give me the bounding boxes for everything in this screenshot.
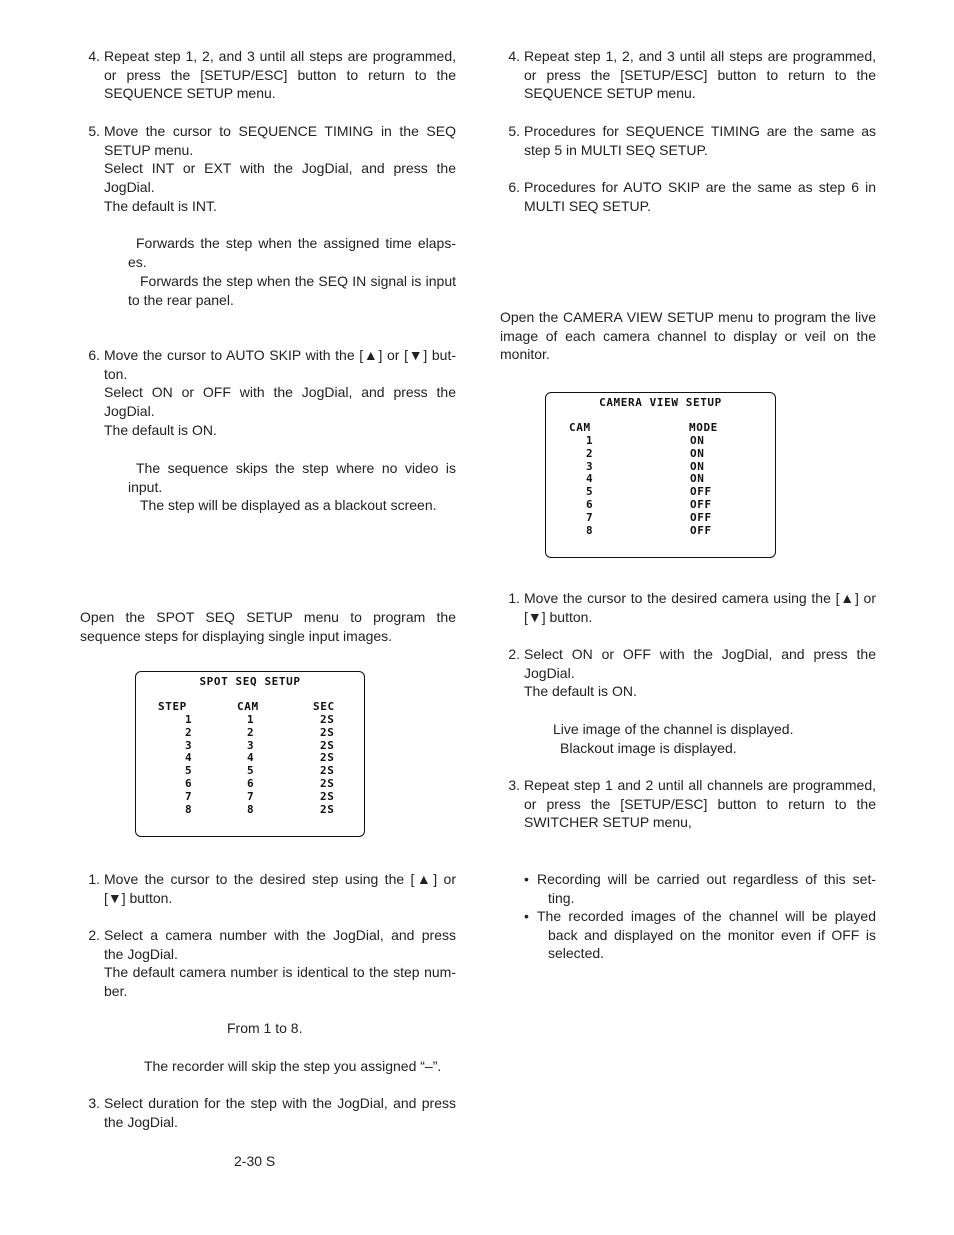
camera-cell[interactable]: 1 [247,713,255,726]
column-header-step: STEP [158,700,187,713]
duration-cell[interactable]: 2S [320,789,335,803]
step-text-line: Repeat step 1 and 2 until all channels are programmed, [524,777,876,793]
description-line: input. [128,478,163,495]
mode-cell[interactable]: OFF [690,523,712,537]
description-line: es. [128,253,147,270]
camera-view-intro [500,308,876,364]
step-text-line: JogDial. [104,403,155,420]
camera-number-cell: 1 [586,434,594,447]
mode-cell[interactable]: ON [690,459,705,473]
step-cell[interactable]: 7 [185,789,193,803]
step-number: 1. [508,590,520,606]
step-number: 5. [88,123,100,139]
camera-dash-note: The recorder will skip the step you assigned “–”. [144,1058,442,1074]
intro-line: sequence steps for displaying single input images. [80,627,393,644]
step-number: 4. [508,48,520,64]
skip-off-description [128,496,456,515]
step-text-line: [▼] button. [524,608,593,625]
step-cell[interactable]: 5 [185,764,193,778]
step-text-line: MULTI SEQ SETUP. [524,197,652,214]
step-number: 6. [88,347,100,363]
step-cell[interactable]: 4 [185,751,193,765]
bullet-icon: • [524,908,529,924]
step-text-line: step 5 in MULTI SEQ SETUP. [524,141,708,158]
timing-ext-description [128,272,456,309]
step-number: 6. [508,179,520,195]
step-text-line: or press the [SETUP/ESC] button to return to the [104,66,456,83]
step-text-line: SWITCHER SETUP menu, [524,814,692,831]
mode-on-description: Live image of the channel is displayed. [553,721,794,737]
camera-cell[interactable]: 6 [247,777,255,790]
camera-view-setup-screen [545,392,776,558]
camera-cell[interactable]: 5 [247,764,255,778]
step-text-line: The default is ON. [524,683,637,700]
duration-cell[interactable]: 2S [320,751,335,765]
page-number: 2-30 S [234,1153,276,1169]
step-text-line: Move the cursor to SEQUENCE TIMING in the SEQ [104,123,456,139]
note-line: The recorded images of the channel will be played [537,908,876,924]
note-line: back and displayed on the monitor even if OFF is [548,926,876,943]
camera-cell[interactable]: 8 [247,802,255,816]
step-text-line: Procedures for SEQUENCE TIMING are the same as [524,123,876,139]
step-text-line: Move the cursor to the desired camera using the [▲] or [524,590,876,606]
step-text-line: ber. [104,983,128,1000]
step-text-line: The default camera number is identical to the step num- [104,964,456,981]
mode-cell[interactable]: OFF [690,485,712,499]
mode-cell[interactable]: ON [690,472,705,486]
step-text-line: Repeat step 1, 2, and 3 until all steps are programmed, [104,48,456,64]
mode-cell[interactable]: OFF [690,498,712,511]
camera-cell[interactable]: 3 [247,738,255,752]
step-text-line: the JogDial. [104,1113,178,1130]
intro-line: Open the SPOT SEQ SETUP menu to program the [80,609,456,625]
step-cell[interactable]: 1 [185,713,193,726]
note-line: ting. [548,889,575,906]
step-text-line: SEQUENCE SETUP menu. [524,85,696,102]
step-text-line: or press the [SETUP/ESC] button to return to the [524,795,876,812]
step-text-line: Move the cursor to the desired step using the [▲] or [104,871,456,887]
note-line: selected. [548,945,605,962]
duration-cell[interactable]: 2S [320,777,335,790]
step-cell[interactable]: 8 [185,802,193,816]
mode-cell[interactable]: ON [690,434,705,447]
description-line: Forwards the step when the assigned time elaps- [136,235,456,251]
description-line: to the rear panel. [128,291,234,308]
step-text-line: The default is INT. [104,197,217,214]
intro-line: image of each camera channel to display or veil on the [500,327,876,344]
duration-cell[interactable]: 2S [320,802,335,816]
step-text-line: Repeat step 1, 2, and 3 until all steps are programmed, [524,48,876,64]
timing-int-description [128,234,456,271]
step-text-line: Select INT or EXT with the JogDial, and press the [104,160,456,177]
duration-cell[interactable]: 2S [320,738,335,752]
column-header-sec: SEC [313,700,335,713]
camera-number-cell: 2 [586,446,594,460]
step-cell[interactable]: 2 [185,725,193,739]
camera-number-cell: 7 [586,510,594,524]
camera-cell[interactable]: 2 [247,725,255,739]
step-number: 4. [88,48,100,64]
camera-number-cell: 5 [586,485,594,499]
camera-number-cell: 6 [586,498,594,511]
intro-line: Open the CAMERA VIEW SETUP menu to program the live [500,309,876,325]
step-number: 1. [88,871,100,887]
description-line: The sequence skips the step where no video is [136,460,456,476]
step-text-line: SETUP menu. [104,141,194,158]
step-text-line: Select ON or OFF with the JogDial, and press the [524,646,876,662]
step-text-line: Select ON or OFF with the JogDial, and press the [104,384,456,401]
bullet-icon: • [524,871,529,887]
camera-number-cell: 3 [586,459,594,473]
skip-on-description [128,459,456,496]
step-text-line: ton. [104,365,128,382]
step-number: 2. [88,927,100,943]
column-header-cam: CAM [569,421,591,434]
mode-off-description: Blackout image is displayed. [560,740,737,756]
step-cell[interactable]: 3 [185,738,193,752]
camera-number-cell: 4 [586,472,594,486]
duration-cell[interactable]: 2S [320,713,335,726]
description-line: The step will be displayed as a blackout screen. [140,497,437,513]
step-text-line: Select duration for the step with the JogDial, and press [104,1095,456,1111]
description-line: Forwards the step when the SEQ IN signal is input [140,273,456,289]
step-number: 3. [88,1095,100,1111]
mode-cell[interactable]: ON [690,446,705,460]
step-number: 5. [508,123,520,139]
step-text-line: JogDial. [524,664,575,681]
camera-cell[interactable]: 7 [247,789,255,803]
step-text-line: JogDial. [104,179,155,196]
duration-cell[interactable]: 2S [320,725,335,739]
step-text-line: The default is ON. [104,421,217,438]
note-line: Recording will be carried out regardless of this set- [537,871,876,887]
step-number: 3. [508,777,520,793]
step-text-line: Procedures for AUTO SKIP are the same as step 6 in [524,179,876,195]
spot-seq-intro [80,608,456,645]
intro-line: monitor. [500,346,550,363]
mode-cell[interactable]: OFF [690,510,712,524]
duration-cell[interactable]: 2S [320,764,335,778]
step-text-line: Select a camera number with the JogDial, and press [104,927,456,943]
step-text-line: [▼] button. [104,889,173,906]
step-text-line: the JogDial. [104,945,178,962]
camera-number-cell: 8 [586,523,594,537]
spot-seq-setup-screen [135,671,365,837]
camera-range-note: From 1 to 8. [227,1020,303,1036]
screen-title: SPOT SEQ SETUP [199,675,301,688]
step-text-line: SEQUENCE SETUP menu. [104,85,276,102]
step-number: 2. [508,646,520,662]
step-text-line: Move the cursor to AUTO SKIP with the [▲] or [▼] but- [104,347,456,363]
camera-cell[interactable]: 4 [247,751,255,765]
column-header-mode: MODE [689,421,718,434]
column-header-cam: CAM [237,700,259,713]
screen-title: CAMERA VIEW SETUP [599,396,722,409]
step-text-line: or press the [SETUP/ESC] button to return to the [524,66,876,83]
step-cell[interactable]: 6 [185,777,193,790]
